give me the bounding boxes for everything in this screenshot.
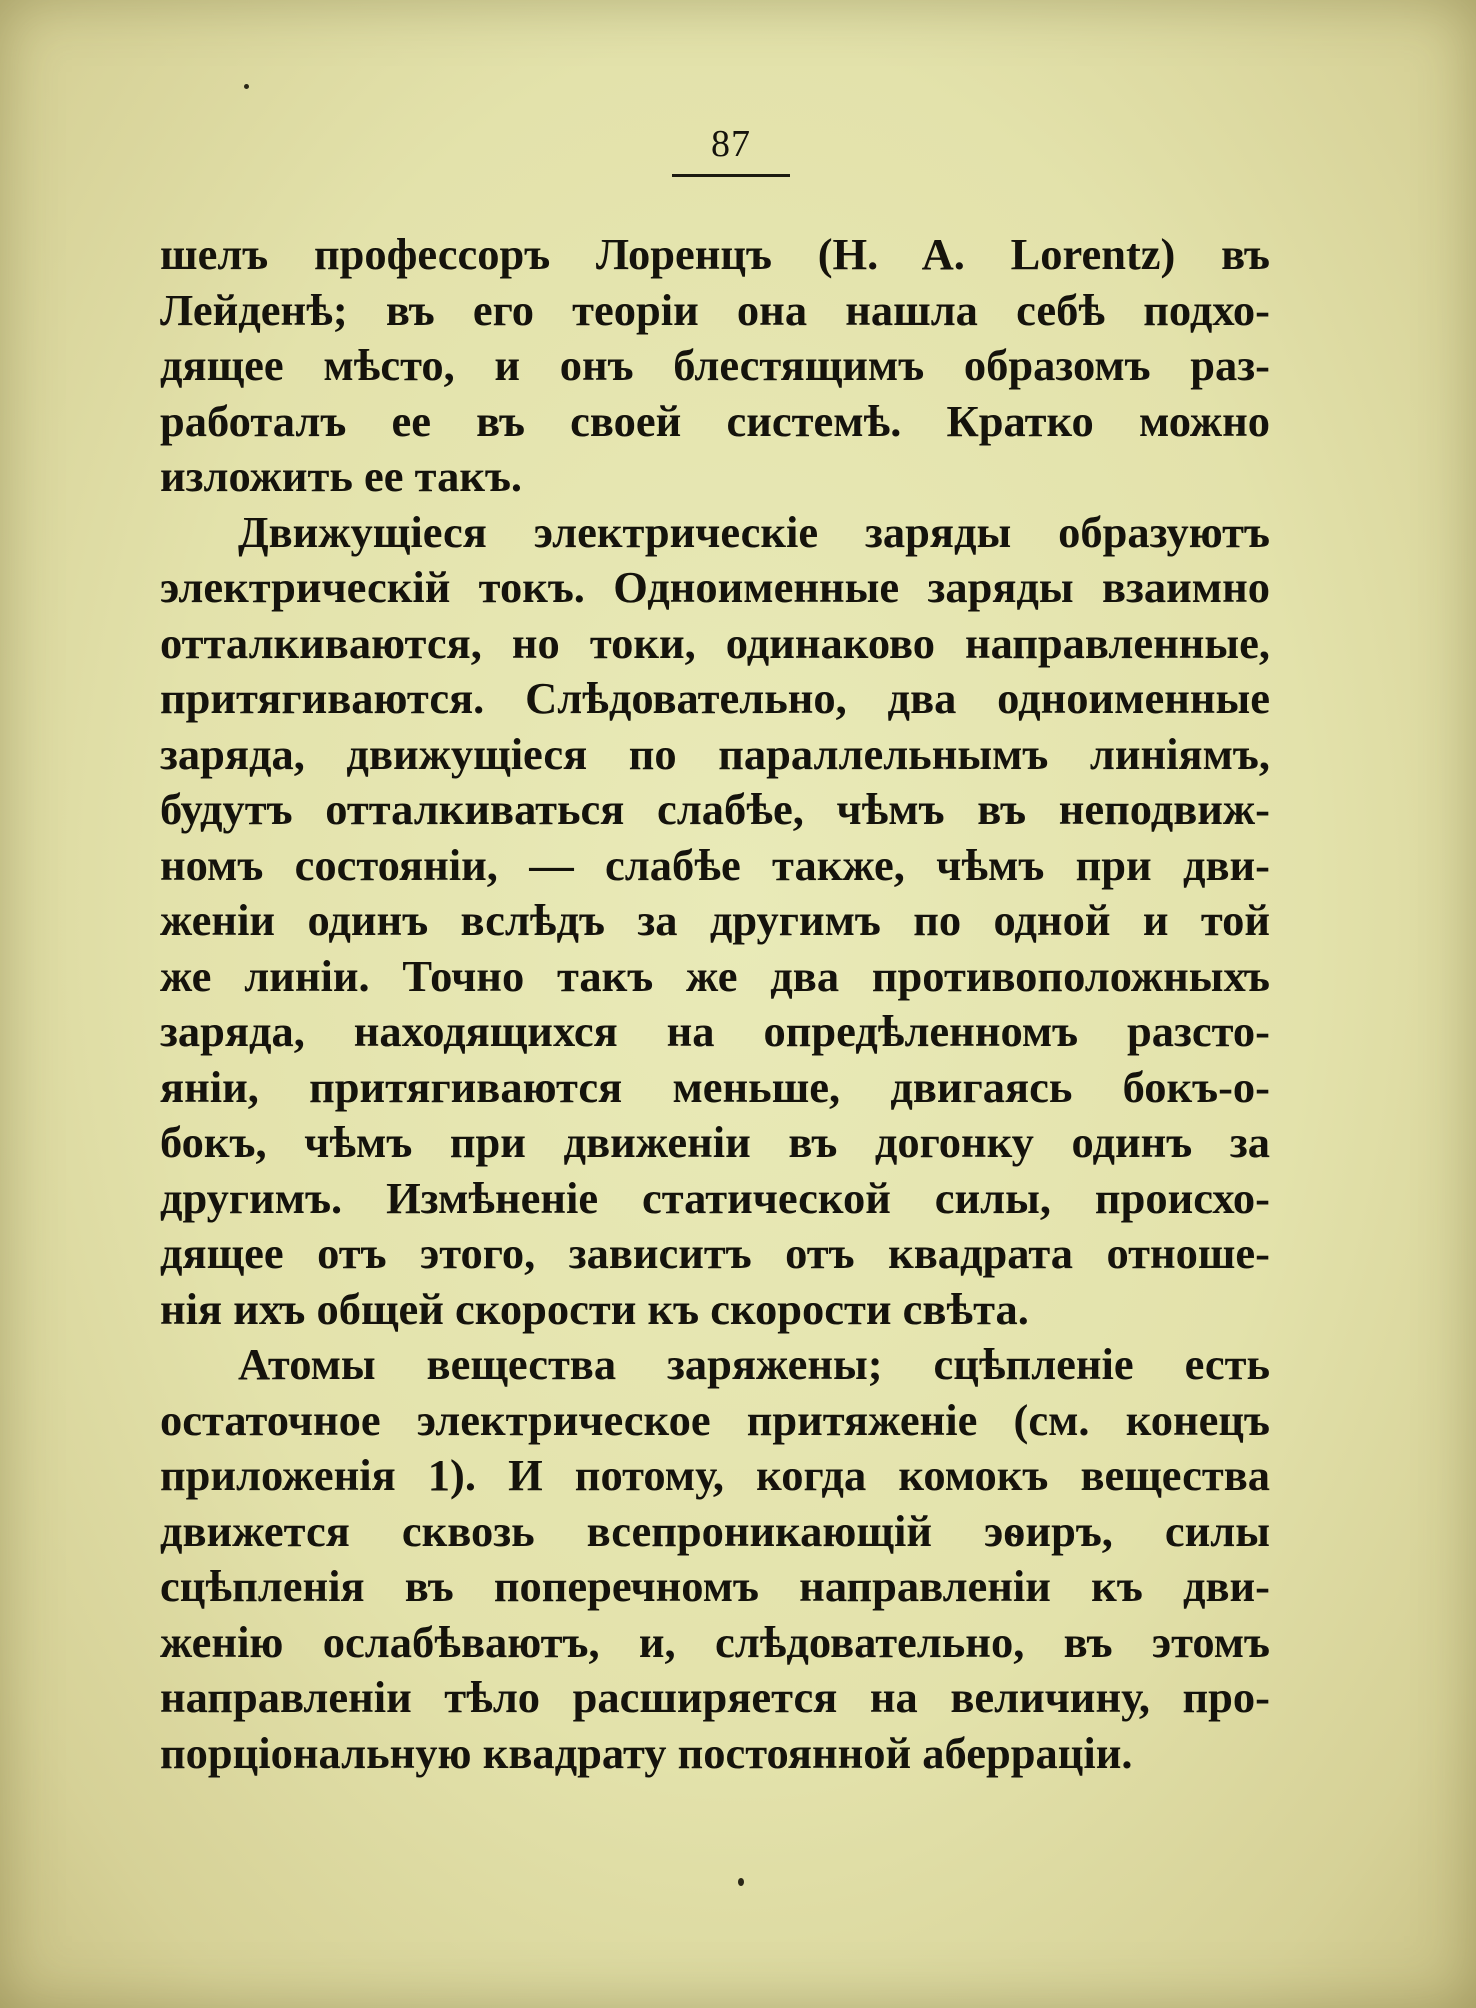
text-line: номъ состояніи, — слабѣе также, чѣмъ при дви- — [160, 839, 1270, 890]
text-line: притягиваются. Слѣдовательно, два одноименные — [160, 673, 1270, 723]
text-line: другимъ. Измѣненіе статической силы, происхо- — [160, 1172, 1270, 1223]
speck — [244, 84, 249, 89]
paragraph-first-line: Атомы вещества заряжены; сцѣпленіе есть — [238, 1339, 1270, 1389]
text-line: дящее мѣсто, и онъ блестящимъ образомъ раз- — [160, 340, 1270, 390]
text-line: нія ихъ общей скорости къ скорости свѣта. — [160, 1283, 1029, 1334]
text-line: работалъ ее въ своей системѣ. Кратко можно — [160, 395, 1270, 446]
text-line: остаточное электрическое притяженіе (см. конецъ — [160, 1394, 1270, 1445]
text-line: отталкиваются, но токи, одинаково направленные, — [160, 617, 1270, 668]
text-line: заряда, движущіеся по параллельнымъ линіямъ, — [160, 728, 1270, 779]
text-line: яніи, притягиваются меньше, двигаясь бокъ-о- — [160, 1061, 1270, 1112]
text-line: женіи одинъ вслѣдъ за другимъ по одной и той — [160, 895, 1270, 945]
text-line: приложенія 1). И потому, когда комокъ вещества — [160, 1450, 1270, 1500]
text-line: электрическій токъ. Одноименные заряды взаимно — [160, 562, 1270, 612]
paragraph-first-line: Движущіеся электрическіе заряды образуютъ — [238, 506, 1270, 557]
speck — [738, 1878, 744, 1886]
text-line: женію ослабѣваютъ, и, слѣдовательно, въ этомъ — [160, 1616, 1270, 1667]
text-line: сцѣпленія въ поперечномъ направленіи къ дви- — [160, 1561, 1270, 1611]
text-line: дящее отъ этого, зависитъ отъ квадрата отноше- — [160, 1228, 1270, 1278]
text-line: заряда, находящихся на опредѣленномъ разсто- — [160, 1006, 1270, 1056]
text-line: порціональную квадрату постоянной аберраціи. — [160, 1727, 1133, 1778]
text-line: же линіи. Точно такъ же два противоположныхъ — [160, 950, 1270, 1001]
text-line: шелъ профессоръ Лоренцъ (H. A. Lorentz) въ — [160, 229, 1270, 279]
text-line: изложить ее такъ. — [160, 451, 523, 501]
text-line: направленіи тѣло расширяется на величину, про- — [160, 1672, 1270, 1722]
page-number: 87 — [711, 123, 751, 165]
text-line: бокъ, чѣмъ при движеніи въ догонку одинъ за — [160, 1117, 1270, 1167]
text-line: движется сквозь всепроникающій эѳиръ, силы — [160, 1505, 1270, 1556]
text-line: будутъ отталкиваться слабѣе, чѣмъ въ неподвиж- — [160, 784, 1270, 834]
page-number-rule — [672, 174, 790, 177]
text-line: Лейденѣ; въ его теоріи она нашла себѣ подхо- — [160, 284, 1270, 335]
body-text — [160, 227, 1270, 1781]
